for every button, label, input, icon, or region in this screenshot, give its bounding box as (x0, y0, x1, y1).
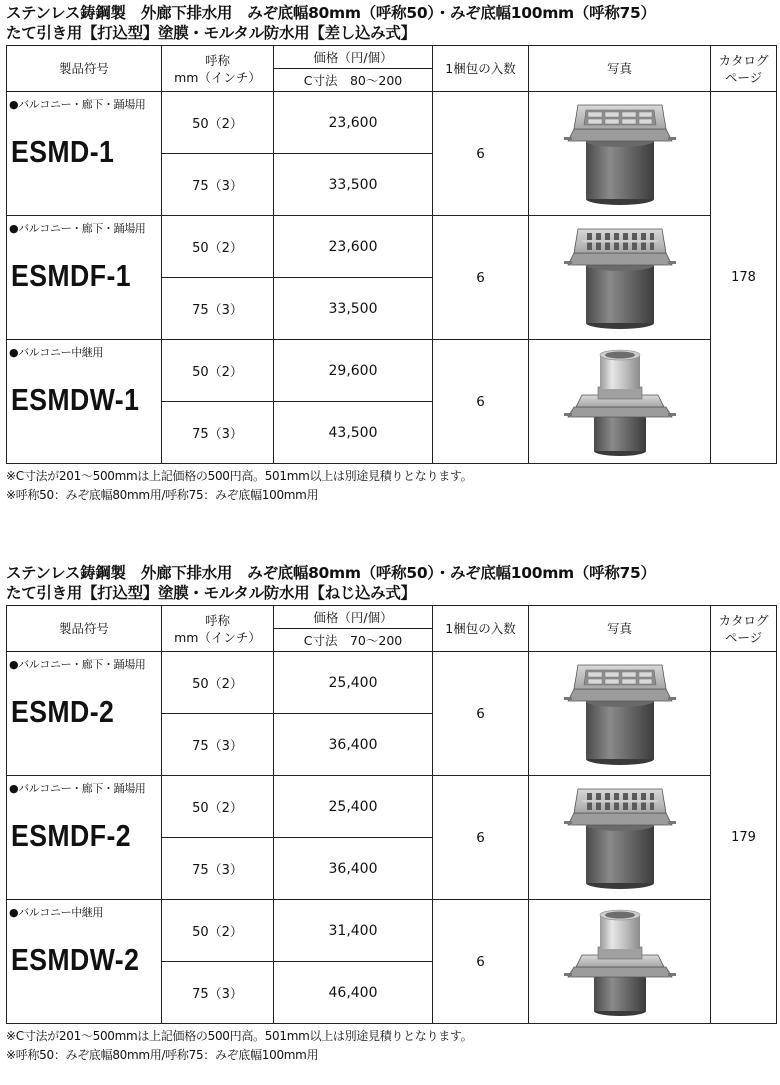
spec-table (6, 45, 777, 464)
catalog-page: 179 (711, 652, 777, 1024)
product-name-cell (7, 340, 162, 464)
product-photo-cell (529, 652, 711, 776)
header-photo: 写真 (529, 46, 711, 92)
price: 25,400 (274, 776, 433, 838)
header-catalog-line2: ページ (724, 629, 763, 645)
pack-quantity: 6 (433, 340, 529, 464)
price: 25,400 (274, 652, 433, 714)
product-usage: ●バルコニー中継用 (9, 346, 103, 359)
nominal-size: 75（3） (162, 962, 274, 1024)
nominal-size: 75（3） (162, 278, 274, 340)
price: 29,600 (274, 340, 433, 402)
footnote-nominal: ※呼称50：みぞ底幅80mm用/呼称75：みぞ底幅100mm用 (6, 1048, 319, 1062)
table-header-row (7, 606, 777, 629)
product-photo-cell (529, 776, 711, 900)
header-nominal (162, 46, 274, 92)
table-row (7, 776, 777, 838)
price: 23,600 (274, 92, 433, 154)
pack-quantity: 6 (433, 900, 529, 1024)
footnote-nominal: ※呼称50：みぞ底幅80mm用/呼称75：みぞ底幅100mm用 (6, 488, 319, 502)
product-code: ESMDW-1 (11, 382, 140, 417)
product-usage: ●バルコニー・廊下・踊場用 (9, 782, 146, 795)
nominal-size: 75（3） (162, 402, 274, 464)
price: 36,400 (274, 838, 433, 900)
price: 23,600 (274, 216, 433, 278)
product-photo-cell (529, 340, 711, 464)
relay-drain-icon (560, 907, 680, 1017)
product-photo-cell (529, 216, 711, 340)
section-title (6, 4, 776, 43)
price: 36,400 (274, 714, 433, 776)
section-title-line1: ステンレス鋳鋼製 外廊下排水用 みぞ底幅80mm（呼称50）・みぞ底幅100mm（呼称75） (6, 564, 656, 582)
product-code: ESMDF-2 (11, 818, 132, 853)
product-name-cell (7, 652, 162, 776)
pack-quantity: 6 (433, 652, 529, 776)
header-c-dimension: C寸法 80～200 (274, 69, 433, 92)
footnotes (6, 467, 776, 505)
header-nominal-line1: 呼称 (204, 612, 230, 628)
section-title (6, 564, 776, 603)
product-code: ESMDW-2 (11, 942, 140, 977)
product-name-cell (7, 92, 162, 216)
product-code: ESMD-1 (11, 134, 115, 169)
header-photo: 写真 (529, 606, 711, 652)
header-product-code: 製品符号 (7, 46, 162, 92)
header-price: 価格（円/個） (274, 606, 433, 629)
product-usage: ●バルコニー・廊下・踊場用 (9, 222, 146, 235)
header-nominal-line2: mm（インチ） (174, 629, 261, 645)
header-quantity: 1梱包の入数 (433, 46, 529, 92)
product-code: ESMDF-1 (11, 258, 132, 293)
table-row (7, 900, 777, 962)
product-section-2 (6, 564, 776, 1065)
relay-drain-icon (560, 347, 680, 457)
header-catalog-line1: カタログ (718, 612, 769, 628)
catalog-page: 178 (711, 92, 777, 464)
price: 31,400 (274, 900, 433, 962)
nominal-size: 50（2） (162, 776, 274, 838)
header-catalog-page (711, 46, 777, 92)
product-code: ESMD-2 (11, 694, 115, 729)
footnote-c-dimension: ※C寸法が201～500mmは上記価格の500円高。501mm以上は別途見積りとなります。 (6, 1029, 473, 1043)
nominal-size: 50（2） (162, 900, 274, 962)
header-price: 価格（円/個） (274, 46, 433, 69)
product-name-cell (7, 900, 162, 1024)
price: 33,500 (274, 278, 433, 340)
slotted-grate-drain-icon (560, 783, 680, 893)
pack-quantity: 6 (433, 216, 529, 340)
header-product-code: 製品符号 (7, 606, 162, 652)
table-row (7, 340, 777, 402)
pack-quantity: 6 (433, 776, 529, 900)
product-name-cell (7, 776, 162, 900)
product-usage: ●バルコニー中継用 (9, 906, 103, 919)
nominal-size: 50（2） (162, 92, 274, 154)
header-nominal-line2: mm（インチ） (174, 69, 261, 85)
header-catalog-page (711, 606, 777, 652)
header-nominal-line1: 呼称 (204, 52, 230, 68)
section-title-line2: たて引き用【打込型】塗膜・モルタル防水用【ねじ込み式】 (6, 584, 416, 602)
nominal-size: 50（2） (162, 216, 274, 278)
spec-table (6, 605, 777, 1024)
product-usage: ●バルコニー・廊下・踊場用 (9, 98, 146, 111)
table-row (7, 92, 777, 154)
footnote-c-dimension: ※C寸法が201～500mmは上記価格の500円高。501mm以上は別途見積りとなります。 (6, 469, 473, 483)
product-name-cell (7, 216, 162, 340)
section-title-line2: たて引き用【打込型】塗膜・モルタル防水用【差し込み式】 (6, 24, 416, 42)
nominal-size: 75（3） (162, 714, 274, 776)
header-catalog-line2: ページ (724, 69, 763, 85)
table-row (7, 216, 777, 278)
header-c-dimension: C寸法 70～200 (274, 629, 433, 652)
price: 33,500 (274, 154, 433, 216)
nominal-size: 50（2） (162, 340, 274, 402)
flat-grate-drain-icon (560, 659, 680, 769)
section-title-line1: ステンレス鋳鋼製 外廊下排水用 みぞ底幅80mm（呼称50）・みぞ底幅100mm（呼称75） (6, 4, 656, 22)
footnotes (6, 1027, 776, 1065)
nominal-size: 75（3） (162, 838, 274, 900)
pack-quantity: 6 (433, 92, 529, 216)
product-usage: ●バルコニー・廊下・踊場用 (9, 658, 146, 671)
header-catalog-line1: カタログ (718, 52, 769, 68)
table-header-row (7, 46, 777, 69)
nominal-size: 75（3） (162, 154, 274, 216)
slotted-grate-drain-icon (560, 223, 680, 333)
header-nominal (162, 606, 274, 652)
product-photo-cell (529, 92, 711, 216)
nominal-size: 50（2） (162, 652, 274, 714)
header-quantity: 1梱包の入数 (433, 606, 529, 652)
price: 46,400 (274, 962, 433, 1024)
table-row (7, 652, 777, 714)
price: 43,500 (274, 402, 433, 464)
product-photo-cell (529, 900, 711, 1024)
flat-grate-drain-icon (560, 99, 680, 209)
product-section-1 (6, 4, 776, 505)
